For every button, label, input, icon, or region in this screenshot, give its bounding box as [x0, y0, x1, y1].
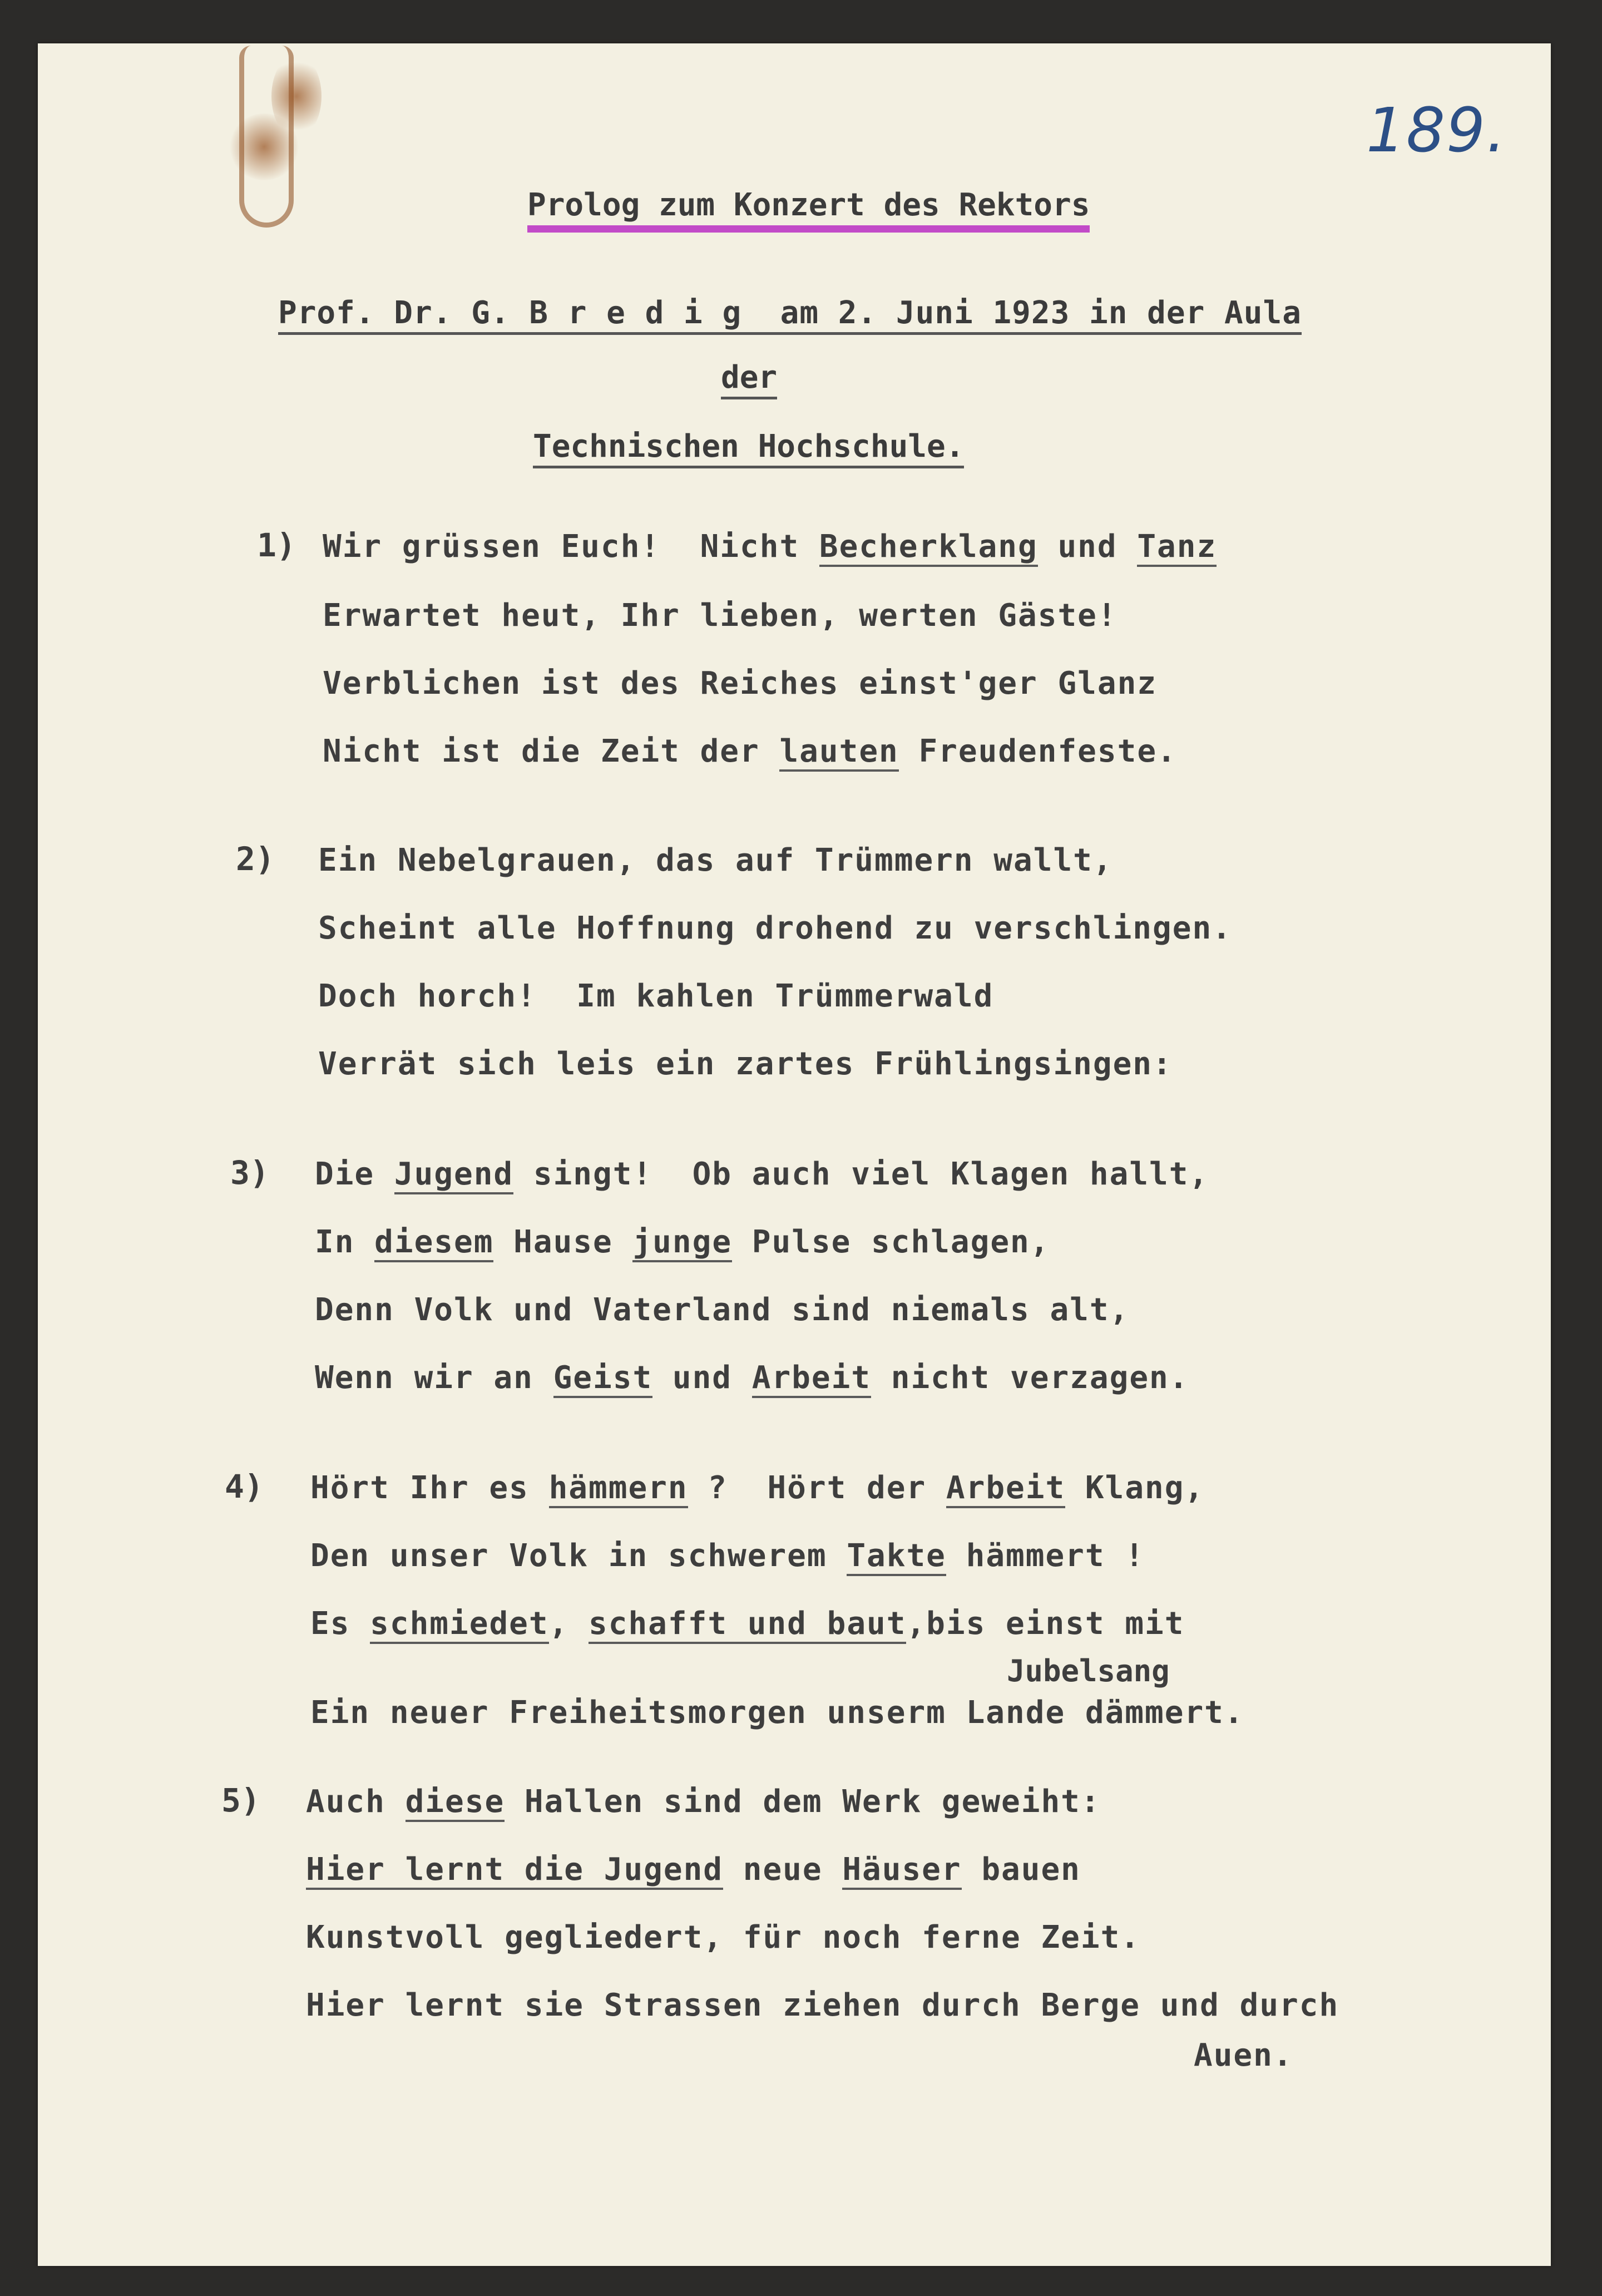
- document-page: [38, 43, 1551, 2266]
- verse-line: Denn Volk und Vaterland sind niemals alt,: [315, 1292, 1130, 1328]
- verse-line: Scheint alle Hoffnung drohend zu verschlingen.: [318, 910, 1232, 946]
- verse-line-continuation: Auen.: [1194, 2037, 1293, 2073]
- verse-line: Auch diese Hallen sind dem Werk geweiht:: [306, 1784, 1101, 1820]
- stanza-number: 4): [225, 1468, 264, 1505]
- rust-stain: [271, 55, 322, 138]
- verse-line: Doch horch! Im kahlen Trümmerwald: [318, 978, 994, 1014]
- verse-line: Hier lernt sie Strassen ziehen durch Berge und durch: [306, 1987, 1339, 2023]
- verse-line: Verrät sich leis ein zartes Frühlingsingen:: [318, 1046, 1173, 1082]
- verse-line: Erwartet heut, Ihr lieben, werten Gäste!: [323, 598, 1118, 634]
- title-line-3: der: [721, 359, 777, 396]
- verse-line: Hört Ihr es hämmern ? Hört der Arbeit Klang,: [310, 1470, 1204, 1506]
- verse-line: Den unser Volk in schwerem Takte hämmert !: [310, 1538, 1145, 1574]
- stanza-number: 1): [257, 526, 296, 564]
- verse-line: Es schmiedet, schafft und baut,bis einst mit: [310, 1606, 1184, 1642]
- inserted-word: Jubelsang: [1007, 1653, 1170, 1688]
- page-number: 189.: [1366, 95, 1507, 166]
- title-line-4: Technischen Hochschule.: [533, 428, 964, 465]
- verse-line: Verblichen ist des Reiches einst'ger Glanz: [323, 665, 1158, 702]
- verse-line: Ein Nebelgrauen, das auf Trümmern wallt,: [318, 842, 1113, 878]
- verse-line: Die Jugend singt! Ob auch viel Klagen hallt,: [315, 1156, 1209, 1192]
- verse-line: Ein neuer Freiheitsmorgen unserm Lande dämmert.: [310, 1695, 1244, 1731]
- verse-line: Wenn wir an Geist und Arbeit nicht verzagen.: [315, 1360, 1189, 1396]
- verse-line: Kunstvoll gegliedert, für noch ferne Zeit.: [306, 1919, 1141, 1956]
- stanza-number: 2): [236, 840, 275, 878]
- verse-line: Hier lernt die Jugend neue Häuser bauen: [306, 1851, 1081, 1888]
- verse-line: In diesem Hause junge Pulse schlagen,: [315, 1224, 1050, 1260]
- name-bredig: B r e d i g: [529, 295, 741, 335]
- stanza-number: 5): [221, 1781, 260, 1819]
- verse-line: Nicht ist die Zeit der lauten Freudenfeste.: [323, 733, 1177, 769]
- stanza-number: 3): [230, 1154, 269, 1192]
- title-highlight: Prolog zum Konzert des Rektors: [527, 187, 1090, 233]
- title-line-2: Prof. Dr. G. B r e d i g am 2. Juni 1923 in der Aula: [278, 295, 1302, 331]
- verse-line: Wir grüssen Euch! Nicht Becherklang und Tanz: [323, 529, 1217, 565]
- title-line-1: [527, 187, 1090, 233]
